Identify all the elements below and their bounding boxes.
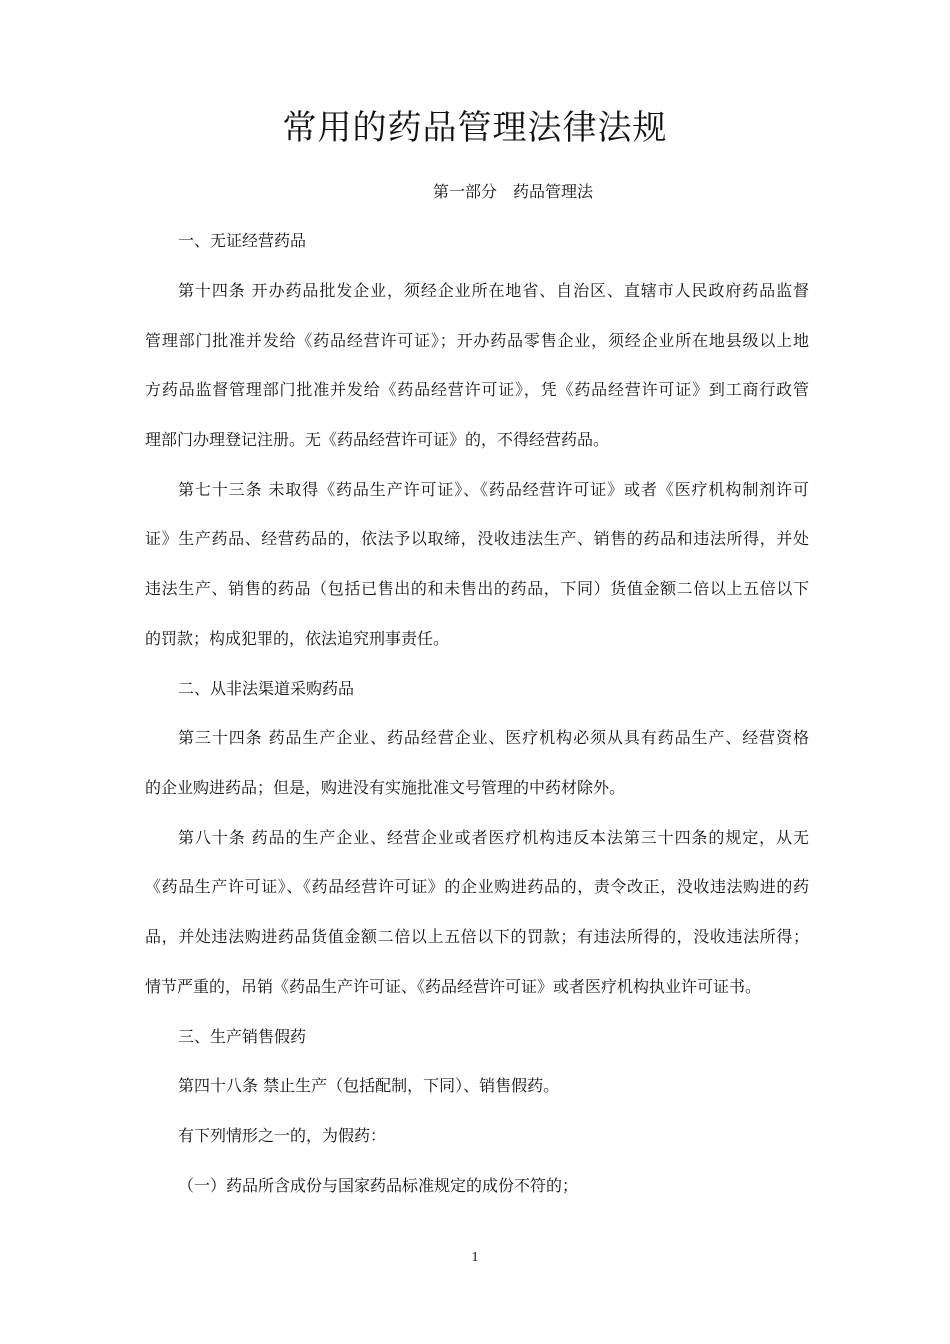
- part-heading: 第一部分 药品管理法: [432, 182, 593, 201]
- paragraph-line: 的企业购进药品；但是，购进没有实施批准文号管理的中药材除外。: [145, 778, 626, 797]
- paragraph-line: （一）药品所含成份与国家药品标准规定的成份不符的；: [178, 1176, 579, 1195]
- page-number: 1: [471, 1250, 479, 1265]
- paragraph-line: 品，并处违法购进药品货值金额二倍以上五倍以下的罚款；有违法所得的，没收违法所得；: [145, 927, 809, 946]
- document-title: 常用的药品管理法律法规: [282, 108, 668, 148]
- paragraph-line: 第四十八条 禁止生产（包括配制，下同）、销售假药。: [178, 1076, 560, 1095]
- paragraph-line: 第十四条 开办药品批发企业，须经企业所在地省、自治区、直辖市人民政府药品监督: [178, 281, 809, 300]
- paragraph-line: 理部门办理登记注册。无《药品经营许可证》的，不得经营药品。: [145, 430, 610, 449]
- paragraph-line: 第八十条 药品的生产企业、经营企业或者医疗机构违反本法第三十四条的规定，从无: [178, 828, 809, 847]
- paragraph-line: 《药品生产许可证》、《药品经营许可证》的企业购进药品的，责令改正，没收违法购进的药: [145, 877, 809, 896]
- section-heading: 一、无证经营药品: [178, 231, 307, 250]
- paragraph-line: 管理部门批准并发给《药品经营许可证》；开办药品零售企业，须经企业所在地县级以上地: [145, 331, 809, 350]
- paragraph-line: 方药品监督管理部门批准并发给《药品经营许可证》，凭《药品经营许可证》到工商行政管: [145, 380, 809, 399]
- paragraph-line: 证》生产药品、经营药品的，依法予以取缔，没收违法生产、销售的药品和违法所得，并处: [145, 529, 809, 548]
- section-heading: 三、生产销售假药: [178, 1027, 307, 1046]
- paragraph-line: 第七十三条 未取得《药品生产许可证》、《药品经营许可证》或者《医疗机构制剂许可: [178, 480, 809, 499]
- paragraph-line: 有下列情形之一的，为假药：: [178, 1126, 387, 1145]
- paragraph-line: 情节严重的，吊销《药品生产许可证、《药品经营许可证》或者医疗机构执业许可证书。: [145, 977, 762, 996]
- section-heading: 二、从非法渠道采购药品: [178, 679, 355, 698]
- paragraph-line: 第三十四条 药品生产企业、药品经营企业、医疗机构必须从具有药品生产、经营资格: [178, 728, 809, 747]
- paragraph-line: 的罚款；构成犯罪的，依法追究刑事责任。: [145, 629, 450, 648]
- paragraph-line: 违法生产、销售的药品（包括已售出的和未售出的药品，下同）货值金额二倍以上五倍以下: [145, 579, 809, 598]
